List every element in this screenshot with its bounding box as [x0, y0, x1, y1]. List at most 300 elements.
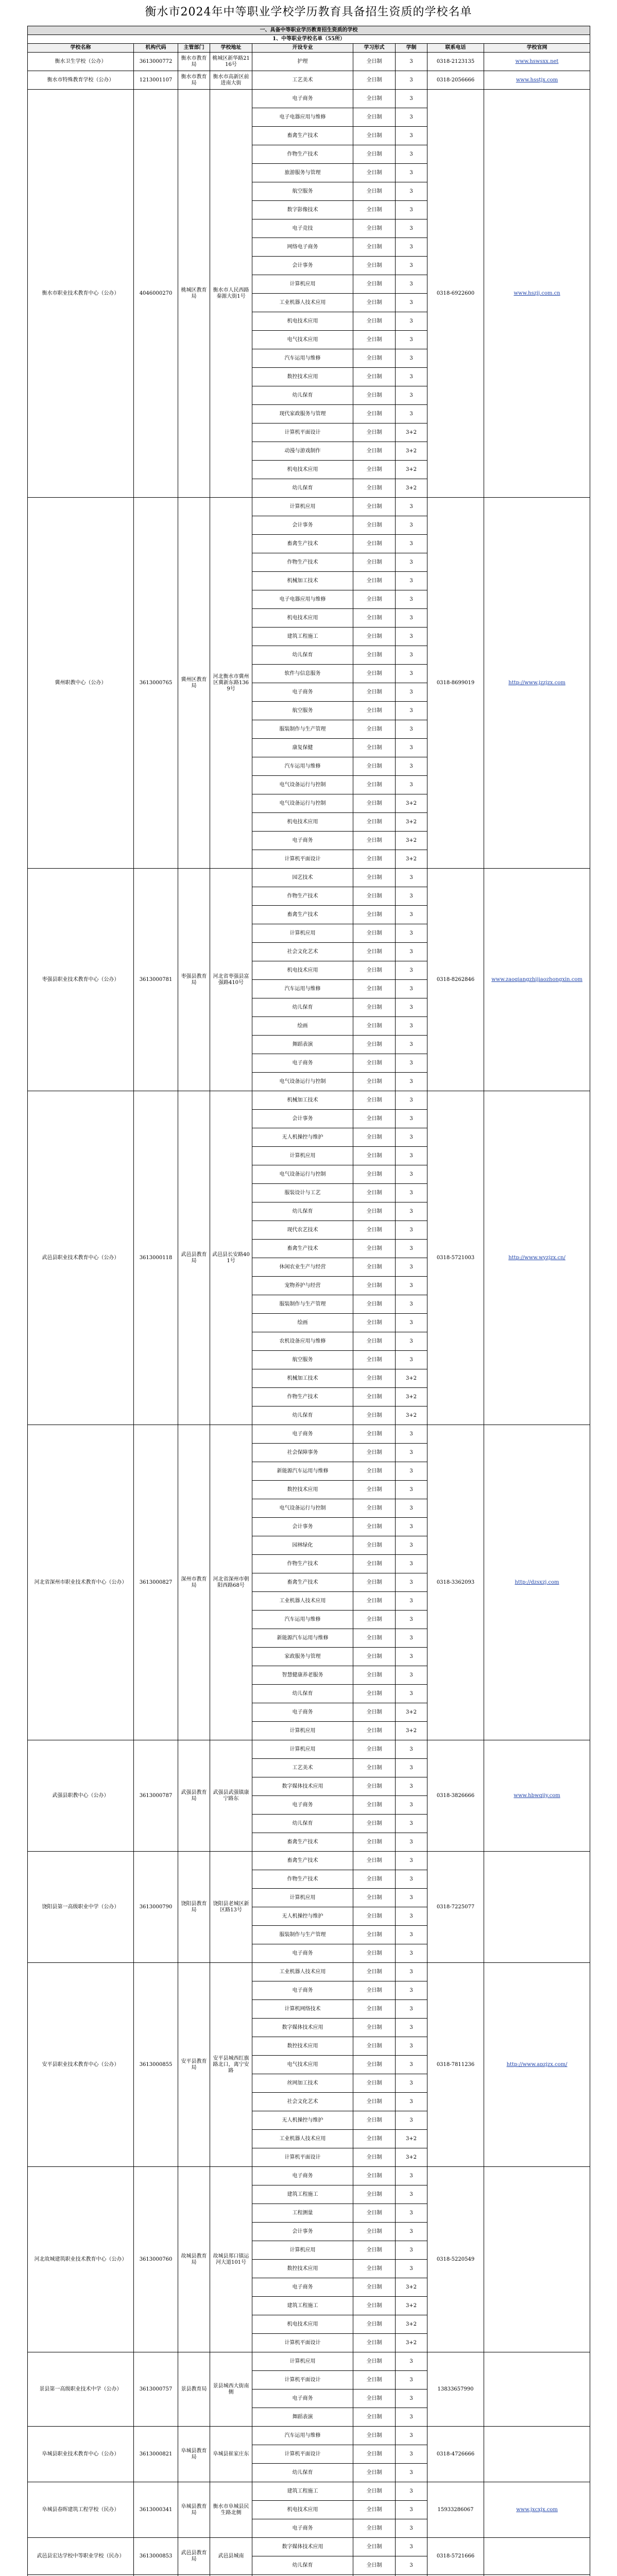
study-form: 全日制	[353, 1555, 396, 1573]
study-form: 全日制	[353, 1703, 396, 1722]
major-name: 建筑工程施工	[252, 2185, 353, 2204]
major-name: 工程测量	[252, 2204, 353, 2223]
school-name: 衡水市特殊教育学校（公办）	[28, 71, 134, 90]
schooling-years: 3	[396, 2389, 427, 2408]
schooling-years: 3+2	[396, 423, 427, 442]
schooling-years: 3+2	[396, 794, 427, 813]
school-website	[484, 2352, 590, 2427]
contact-phone: 13833657990	[427, 2352, 484, 2427]
schooling-years: 3	[396, 1815, 427, 1833]
major-name: 园艺技术	[252, 869, 353, 887]
study-form: 全日制	[353, 943, 396, 961]
major-name: 数字媒体技术应用	[252, 2019, 353, 2037]
major-name: 工艺美术	[252, 1759, 353, 1777]
schooling-years: 3	[396, 1240, 427, 1258]
schooling-years: 3	[396, 1314, 427, 1332]
schooling-years: 3	[396, 2556, 427, 2575]
study-form: 全日制	[353, 1740, 396, 1759]
study-form: 全日制	[353, 1258, 396, 1277]
schooling-years: 3	[396, 349, 427, 368]
school-name: 河北故城建筑职业技术教育中心（公办）	[28, 2167, 134, 2352]
study-form: 全日制	[353, 998, 396, 1017]
school-website-link[interactable]: www.hswsxx.net	[515, 58, 559, 64]
schooling-years: 3	[396, 1184, 427, 1202]
table-row	[28, 1740, 590, 1759]
major-name: 数控技术应用	[252, 368, 353, 386]
study-form: 全日制	[353, 201, 396, 219]
study-form: 全日制	[353, 498, 396, 516]
org-code: 3613000772	[134, 53, 178, 71]
table-row	[28, 71, 590, 90]
major-name: 幼儿保育	[252, 998, 353, 1017]
study-form: 全日制	[353, 1685, 396, 1703]
major-name: 幼儿保育	[252, 1202, 353, 1221]
study-form: 全日制	[353, 1184, 396, 1202]
study-form: 全日制	[353, 2093, 396, 2111]
major-name: 汽车运用与维修	[252, 1611, 353, 1629]
major-name: 智慧健康养老服务	[252, 1666, 353, 1685]
study-form: 全日制	[353, 2037, 396, 2056]
study-form: 全日制	[353, 2185, 396, 2204]
major-name: 机电技术应用	[252, 2501, 353, 2519]
schooling-years: 3	[396, 1518, 427, 1536]
schooling-years: 3	[396, 628, 427, 646]
major-name: 航空服务	[252, 702, 353, 720]
major-name: 社会文化艺术	[252, 943, 353, 961]
org-code: 3613000118	[134, 1091, 178, 1425]
school-address: 衡水市阜城县民生路北侧	[210, 2482, 252, 2538]
study-form: 全日制	[353, 2278, 396, 2297]
major-name: 计算机应用	[252, 2241, 353, 2260]
school-name: 安平县职业技术教育中心（公办）	[28, 1963, 134, 2167]
school-website[interactable]	[484, 1963, 590, 2167]
school-website[interactable]	[484, 1091, 590, 1425]
school-website[interactable]	[484, 1425, 590, 1740]
schooling-years: 3	[396, 665, 427, 683]
study-form: 全日制	[353, 628, 396, 646]
study-form: 全日制	[353, 535, 396, 553]
org-code: 3613000790	[134, 1852, 178, 1963]
school-website-link[interactable]: http://dzsxzj.com	[515, 1579, 559, 1585]
study-form: 全日制	[353, 1332, 396, 1351]
study-form: 全日制	[353, 2445, 396, 2464]
study-form: 全日制	[353, 2427, 396, 2445]
study-form: 全日制	[353, 2371, 396, 2389]
schooling-years: 3	[396, 2167, 427, 2185]
schooling-years: 3	[396, 53, 427, 71]
schooling-years: 3	[396, 1332, 427, 1351]
major-name: 无人机操控与维护	[252, 2111, 353, 2130]
major-name: 计算机平面设计	[252, 850, 353, 869]
supervising-dept: 武强县教育局	[178, 1740, 210, 1852]
school-name: 阜城县春晖建筑工程学校（民办）	[28, 2482, 134, 2538]
study-form: 全日制	[353, 757, 396, 776]
major-name: 数控技术应用	[252, 2037, 353, 2056]
schooling-years: 3	[396, 1536, 427, 1555]
study-form: 全日制	[353, 2315, 396, 2334]
study-form: 全日制	[353, 90, 396, 108]
school-website[interactable]	[484, 869, 590, 1091]
major-name: 航空服务	[252, 182, 353, 201]
school-address: 武邑县长安路401号	[210, 1091, 252, 1425]
study-form: 全日制	[353, 238, 396, 257]
org-code: 3613000341	[134, 2482, 178, 2538]
header-cell: 学校官网	[484, 44, 590, 53]
major-name: 作物生产技术	[252, 1555, 353, 1573]
schooling-years: 3	[396, 1481, 427, 1499]
school-name: 河北省深州市职业技术教育中心（公办）	[28, 1425, 134, 1740]
study-form: 全日制	[353, 720, 396, 739]
schooling-years: 3+2	[396, 2148, 427, 2167]
study-form: 全日制	[353, 1648, 396, 1666]
study-form: 全日制	[353, 423, 396, 442]
table-row	[28, 2482, 590, 2501]
study-form: 全日制	[353, 1499, 396, 1518]
study-form: 全日制	[353, 1073, 396, 1091]
study-form: 全日制	[353, 1351, 396, 1369]
study-form: 全日制	[353, 980, 396, 998]
school-website[interactable]	[484, 1740, 590, 1852]
table-row	[28, 53, 590, 71]
major-name: 电气设备运行与控制	[252, 794, 353, 813]
major-name: 现代家政服务与管理	[252, 405, 353, 423]
study-form: 全日制	[353, 683, 396, 702]
major-name: 工业机器人技术应用	[252, 2130, 353, 2148]
schooling-years: 3	[396, 368, 427, 386]
school-name: 冀州职教中心（公办）	[28, 498, 134, 869]
major-name: 计算机应用	[252, 2352, 353, 2371]
major-name: 无人机操控与维护	[252, 1907, 353, 1926]
supervising-dept: 安平县教育局	[178, 1963, 210, 2167]
schooling-years: 3	[396, 2185, 427, 2204]
schooling-years: 3+2	[396, 1722, 427, 1740]
table-row	[28, 1091, 590, 1110]
school-website-link[interactable]: www.hsstjx.com	[516, 77, 558, 83]
study-form: 全日制	[353, 1202, 396, 1221]
school-address: 河北省枣强县富强路410号	[210, 869, 252, 1091]
study-form: 全日制	[353, 2111, 396, 2130]
schooling-years: 3	[396, 1592, 427, 1611]
major-name: 家政服务与管理	[252, 1648, 353, 1666]
school-website	[484, 2167, 590, 2352]
contact-phone: 0318-8262846	[427, 869, 484, 1091]
table-row	[28, 2427, 590, 2445]
major-name: 作物生产技术	[252, 145, 353, 164]
table-row	[28, 869, 590, 887]
study-form: 全日制	[353, 479, 396, 498]
school-name: 饶阳县第一高级职业中学（公办）	[28, 1852, 134, 1963]
study-form: 全日制	[353, 1388, 396, 1406]
schooling-years: 3	[396, 2482, 427, 2501]
major-name: 电子商务	[252, 683, 353, 702]
school-website[interactable]	[484, 2482, 590, 2538]
schooling-years: 3+2	[396, 2130, 427, 2148]
supervising-dept: 景县教育局	[178, 2352, 210, 2427]
schooling-years: 3	[396, 219, 427, 238]
table-row	[28, 2352, 590, 2371]
schooling-years: 3	[396, 980, 427, 998]
subsection-heading: 1、中等职业学校名单（55所）	[28, 35, 590, 44]
schooling-years: 3	[396, 887, 427, 906]
schooling-years: 3	[396, 257, 427, 275]
study-form: 全日制	[353, 1759, 396, 1777]
schooling-years: 3	[396, 2204, 427, 2223]
study-form: 全日制	[353, 1036, 396, 1054]
study-form: 全日制	[353, 1406, 396, 1425]
schooling-years: 3	[396, 1740, 427, 1759]
schooling-years: 3	[396, 1963, 427, 1981]
school-website[interactable]	[484, 498, 590, 869]
schooling-years: 3	[396, 535, 427, 553]
schooling-years: 3	[396, 386, 427, 405]
schooling-years: 3	[396, 2371, 427, 2389]
study-form: 全日制	[353, 887, 396, 906]
study-form: 全日制	[353, 609, 396, 628]
major-name: 畜禽生产技术	[252, 127, 353, 145]
schooling-years: 3	[396, 2241, 427, 2260]
major-name: 数字影像技术	[252, 201, 353, 219]
schooling-years: 3	[396, 2538, 427, 2556]
contact-phone: 0318-8699019	[427, 498, 484, 869]
schooling-years: 3	[396, 961, 427, 980]
study-form: 全日制	[353, 461, 396, 479]
study-form: 全日制	[353, 1054, 396, 1073]
major-name: 旅游服务与管理	[252, 164, 353, 182]
contact-phone: 0318-3826666	[427, 1740, 484, 1852]
study-form: 全日制	[353, 2056, 396, 2074]
schooling-years: 3	[396, 1907, 427, 1926]
supervising-dept: 阜城县教育局	[178, 2482, 210, 2538]
major-name: 计算机应用	[252, 1147, 353, 1165]
org-code: 3613000827	[134, 1425, 178, 1740]
major-name: 电子商务	[252, 1703, 353, 1722]
study-form: 全日制	[353, 2352, 396, 2371]
major-name: 电气设备运行与控制	[252, 1499, 353, 1518]
schooling-years: 3	[396, 90, 427, 108]
study-form: 全日制	[353, 2408, 396, 2427]
study-form: 全日制	[353, 1518, 396, 1536]
school-website-link[interactable]: http://www.jzzjzx.com	[508, 680, 565, 686]
major-name: 畜禽生产技术	[252, 1240, 353, 1258]
school-website	[484, 2427, 590, 2482]
major-name: 机械加工技术	[252, 1091, 353, 1110]
major-name: 畜禽生产技术	[252, 1573, 353, 1592]
study-form: 全日制	[353, 1981, 396, 2000]
schooling-years: 3	[396, 2111, 427, 2130]
major-name: 社会文化艺术	[252, 2093, 353, 2111]
schooling-years: 3	[396, 71, 427, 90]
schooling-years: 3	[396, 1147, 427, 1165]
study-form: 全日制	[353, 331, 396, 349]
major-name: 电子电器应用与维修	[252, 590, 353, 609]
major-name: 新能源汽车运用与维修	[252, 1629, 353, 1648]
org-code: 3613000787	[134, 1740, 178, 1852]
schooling-years: 3	[396, 1870, 427, 1889]
schooling-years: 3	[396, 1258, 427, 1277]
schooling-years: 3+2	[396, 1703, 427, 1722]
schooling-years: 3	[396, 1091, 427, 1110]
study-form: 全日制	[353, 1833, 396, 1852]
school-name: 景县第一高级职业技术中学（公办）	[28, 2352, 134, 2427]
major-name: 电子商务	[252, 90, 353, 108]
major-name: 计算机应用	[252, 1722, 353, 1740]
supervising-dept: 桃城区教育局	[178, 90, 210, 498]
supervising-dept: 冀州区教育局	[178, 498, 210, 869]
org-code: 3613000821	[134, 2427, 178, 2482]
schooling-years: 3	[396, 646, 427, 665]
schooling-years: 3	[396, 1685, 427, 1703]
major-name: 电子商务	[252, 2278, 353, 2297]
header-cell: 学校名称	[28, 44, 134, 53]
school-website-link[interactable]: http://www.wyzjzx.cn/	[508, 1255, 565, 1261]
major-name: 电子商务	[252, 1054, 353, 1073]
school-address: 衡水市高新区前进南大街	[210, 71, 252, 90]
study-form: 全日制	[353, 869, 396, 887]
schooling-years: 3	[396, 2260, 427, 2278]
major-name: 幼儿保育	[252, 1685, 353, 1703]
study-form: 全日制	[353, 1110, 396, 1128]
schooling-years: 3	[396, 1444, 427, 1462]
major-name: 电气技术应用	[252, 331, 353, 349]
school-website-link[interactable]: http://www.apzjzx.com/	[506, 2061, 568, 2067]
school-website[interactable]	[484, 53, 590, 71]
major-name: 会计事务	[252, 516, 353, 535]
study-form: 全日制	[353, 1462, 396, 1481]
major-name: 丝网加工技术	[252, 2074, 353, 2093]
study-form: 全日制	[353, 1852, 396, 1870]
major-name: 作物生产技术	[252, 1388, 353, 1406]
major-name: 作物生产技术	[252, 1870, 353, 1889]
major-name: 服装制作与生产管理	[252, 1295, 353, 1314]
schooling-years: 3	[396, 1629, 427, 1648]
schooling-years: 3	[396, 1425, 427, 1444]
major-name: 机电技术应用	[252, 2315, 353, 2334]
major-name: 幼儿保育	[252, 2556, 353, 2575]
study-form: 全日制	[353, 368, 396, 386]
schooling-years: 3	[396, 1499, 427, 1518]
major-name: 数字媒体技术应用	[252, 2538, 353, 2556]
header-cell: 学制	[396, 44, 427, 53]
study-form: 全日制	[353, 257, 396, 275]
school-website-link[interactable]: www.jxcxjx.com	[516, 2506, 558, 2513]
page-title: 衡水市2024年中等职业学校学历教育具备招生资质的学校名单	[145, 6, 472, 19]
schooling-years: 3	[396, 127, 427, 145]
schooling-years: 3	[396, 1926, 427, 1944]
study-form: 全日制	[353, 739, 396, 757]
study-form: 全日制	[353, 1926, 396, 1944]
study-form: 全日制	[353, 182, 396, 201]
school-website[interactable]	[484, 71, 590, 90]
schooling-years: 3	[396, 1666, 427, 1685]
major-name: 会计事务	[252, 2223, 353, 2241]
major-name: 计算机平面设计	[252, 2334, 353, 2352]
schooling-years: 3+2	[396, 850, 427, 869]
study-form: 全日制	[353, 53, 396, 71]
study-form: 全日制	[353, 1369, 396, 1388]
schooling-years: 3+2	[396, 813, 427, 832]
major-name: 机电技术应用	[252, 461, 353, 479]
schooling-years: 3	[396, 1165, 427, 1184]
study-form: 全日制	[353, 906, 396, 924]
major-name: 计算机应用	[252, 1740, 353, 1759]
study-form: 全日制	[353, 1815, 396, 1833]
schooling-years: 3	[396, 1017, 427, 1036]
study-form: 全日制	[353, 1666, 396, 1685]
supervising-dept: 衡水市教育局	[178, 71, 210, 90]
contact-phone: 0318-6922600	[427, 90, 484, 498]
major-name: 电子竞技	[252, 219, 353, 238]
major-name: 电子电器应用与维修	[252, 108, 353, 127]
study-form: 全日制	[353, 349, 396, 368]
supervising-dept: 阜城县教育局	[178, 2427, 210, 2482]
schooling-years: 3	[396, 998, 427, 1017]
study-form: 全日制	[353, 924, 396, 943]
contact-phone: 0318-5721003	[427, 1091, 484, 1425]
schooling-years: 3	[396, 1944, 427, 1963]
study-form: 全日制	[353, 2482, 396, 2501]
supervising-dept: 武邑县教育局	[178, 2538, 210, 2575]
school-address: 河北衡水市冀州区冀新东路1369号	[210, 498, 252, 869]
major-name: 无人机操控与维护	[252, 1128, 353, 1147]
major-name: 畜禽生产技术	[252, 535, 353, 553]
schooling-years: 3	[396, 275, 427, 294]
contact-phone: 0318-5220549	[427, 2167, 484, 2352]
study-form: 全日制	[353, 312, 396, 331]
schooling-years: 3	[396, 2074, 427, 2093]
school-website[interactable]	[484, 90, 590, 498]
schooling-years: 3	[396, 553, 427, 572]
school-website-link[interactable]: www.hszjj.com.cn	[513, 290, 560, 296]
school-name: 武强县职教中心（公办）	[28, 1740, 134, 1852]
school-website	[484, 2538, 590, 2575]
school-website-link[interactable]: www.zaoqiangzhijiaozhongxin.com	[491, 976, 582, 982]
study-form: 全日制	[353, 1889, 396, 1907]
contact-phone: 0318-5721666	[427, 2538, 484, 2575]
schooling-years: 3	[396, 739, 427, 757]
school-website-link[interactable]: www.hbwqjjy.com	[513, 1792, 560, 1799]
school-address: 故城县郑口镇运河大道101号	[210, 2167, 252, 2352]
schooling-years: 3	[396, 2501, 427, 2519]
table-row	[28, 90, 590, 108]
school-address: 饶阳县老城区新区路13号	[210, 1852, 252, 1963]
major-name: 工艺美术	[252, 71, 353, 90]
study-form: 全日制	[353, 2204, 396, 2223]
schooling-years: 3+2	[396, 832, 427, 850]
schooling-years: 3	[396, 1573, 427, 1592]
study-form: 全日制	[353, 572, 396, 590]
study-form: 全日制	[353, 71, 396, 90]
major-name: 农机设备应用与维修	[252, 1332, 353, 1351]
contact-phone: 0318-2056666	[427, 71, 484, 90]
org-code: 3613000757	[134, 2352, 178, 2427]
schooling-years: 3	[396, 182, 427, 201]
major-name: 电子商务	[252, 2519, 353, 2538]
contact-phone: 0318-7811236	[427, 1963, 484, 2167]
study-form: 全日制	[353, 1573, 396, 1592]
major-name: 电子商务	[252, 1796, 353, 1815]
major-name: 会计事务	[252, 257, 353, 275]
schooling-years: 3	[396, 2000, 427, 2019]
schooling-years: 3	[396, 1759, 427, 1777]
contact-phone: 0318-4726666	[427, 2427, 484, 2482]
study-form: 全日制	[353, 1870, 396, 1889]
schooling-years: 3	[396, 2037, 427, 2056]
study-form: 全日制	[353, 1611, 396, 1629]
study-form: 全日制	[353, 2464, 396, 2482]
major-name: 航空服务	[252, 1351, 353, 1369]
supervising-dept: 枣强县教育局	[178, 869, 210, 1091]
schooling-years: 3	[396, 2223, 427, 2241]
